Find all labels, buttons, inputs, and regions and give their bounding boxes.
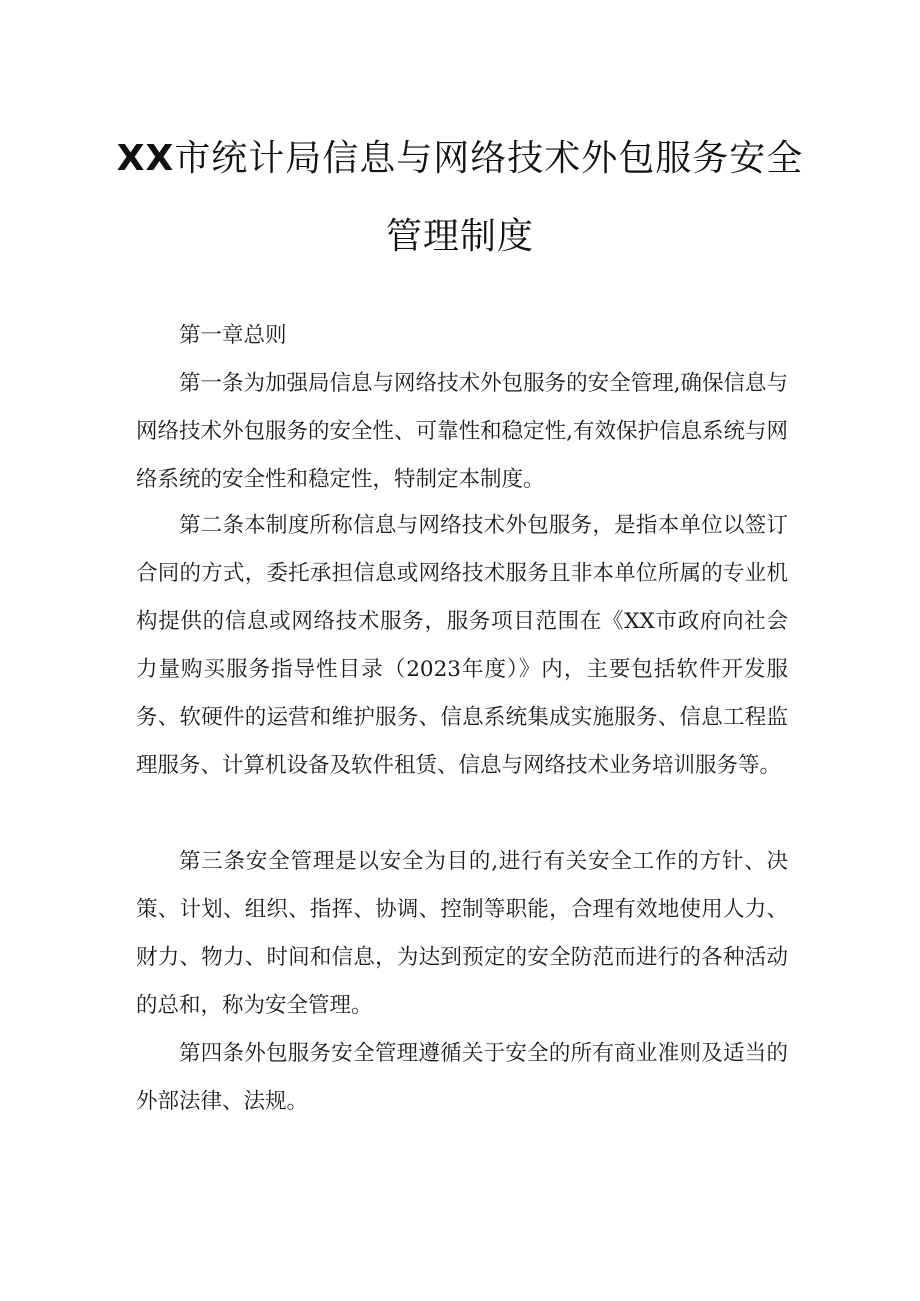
- document-title-line-1: [100, 130, 820, 181]
- article-2-block: [136, 502, 788, 790]
- article-3-block: [136, 838, 788, 1030]
- article-2: 第二条本制度所称信息与网络技术外包服务，是指本单位以签订合同的方式，委托承担信息或网络技术服务且非本单位所属的专业机构提供的信息或网络技术服务，服务项目范围在《XX市政府向社会力量购买服务指导性目录（2023年度）》内，主要包括软件开发服务、软硬件的运营和维护服务、信息系统集成实施服务、信息工程监理服务、计算机设备及软件租赁、信息与网络技术业务培训服务等。: [136, 513, 788, 778]
- chapter-heading: 第一章总则: [179, 323, 287, 348]
- article-3: 第三条安全管理是以安全为目的,进行有关安全工作的方针、决策、计划、组织、指挥、协调、控制等职能，合理有效地使用人力、财力、物力、时间和信息，为达到预定的安全防范而进行的各种活动的总和，称为安全管理。: [136, 849, 788, 1018]
- title-prefix: XX: [116, 138, 175, 179]
- article-1: 第一条为加强局信息与网络技术外包服务的安全管理,确保信息与网络技术外包服务的安全性、可靠性和稳定性,有效保护信息系统与网络系统的安全性和稳定性，特制定本制度。: [136, 371, 788, 492]
- article-1-block: [136, 360, 788, 504]
- article-4-block: [136, 1030, 788, 1126]
- article-4: 第四条外包服务安全管理遵循关于安全的所有商业准则及适当的外部法律、法规。: [136, 1041, 788, 1114]
- document-title-line-2: 管理制度: [385, 216, 534, 257]
- title-line-1-text: 市统计局信息与网络技术外包服务安全: [174, 138, 804, 179]
- chapter-heading-block: [136, 312, 788, 360]
